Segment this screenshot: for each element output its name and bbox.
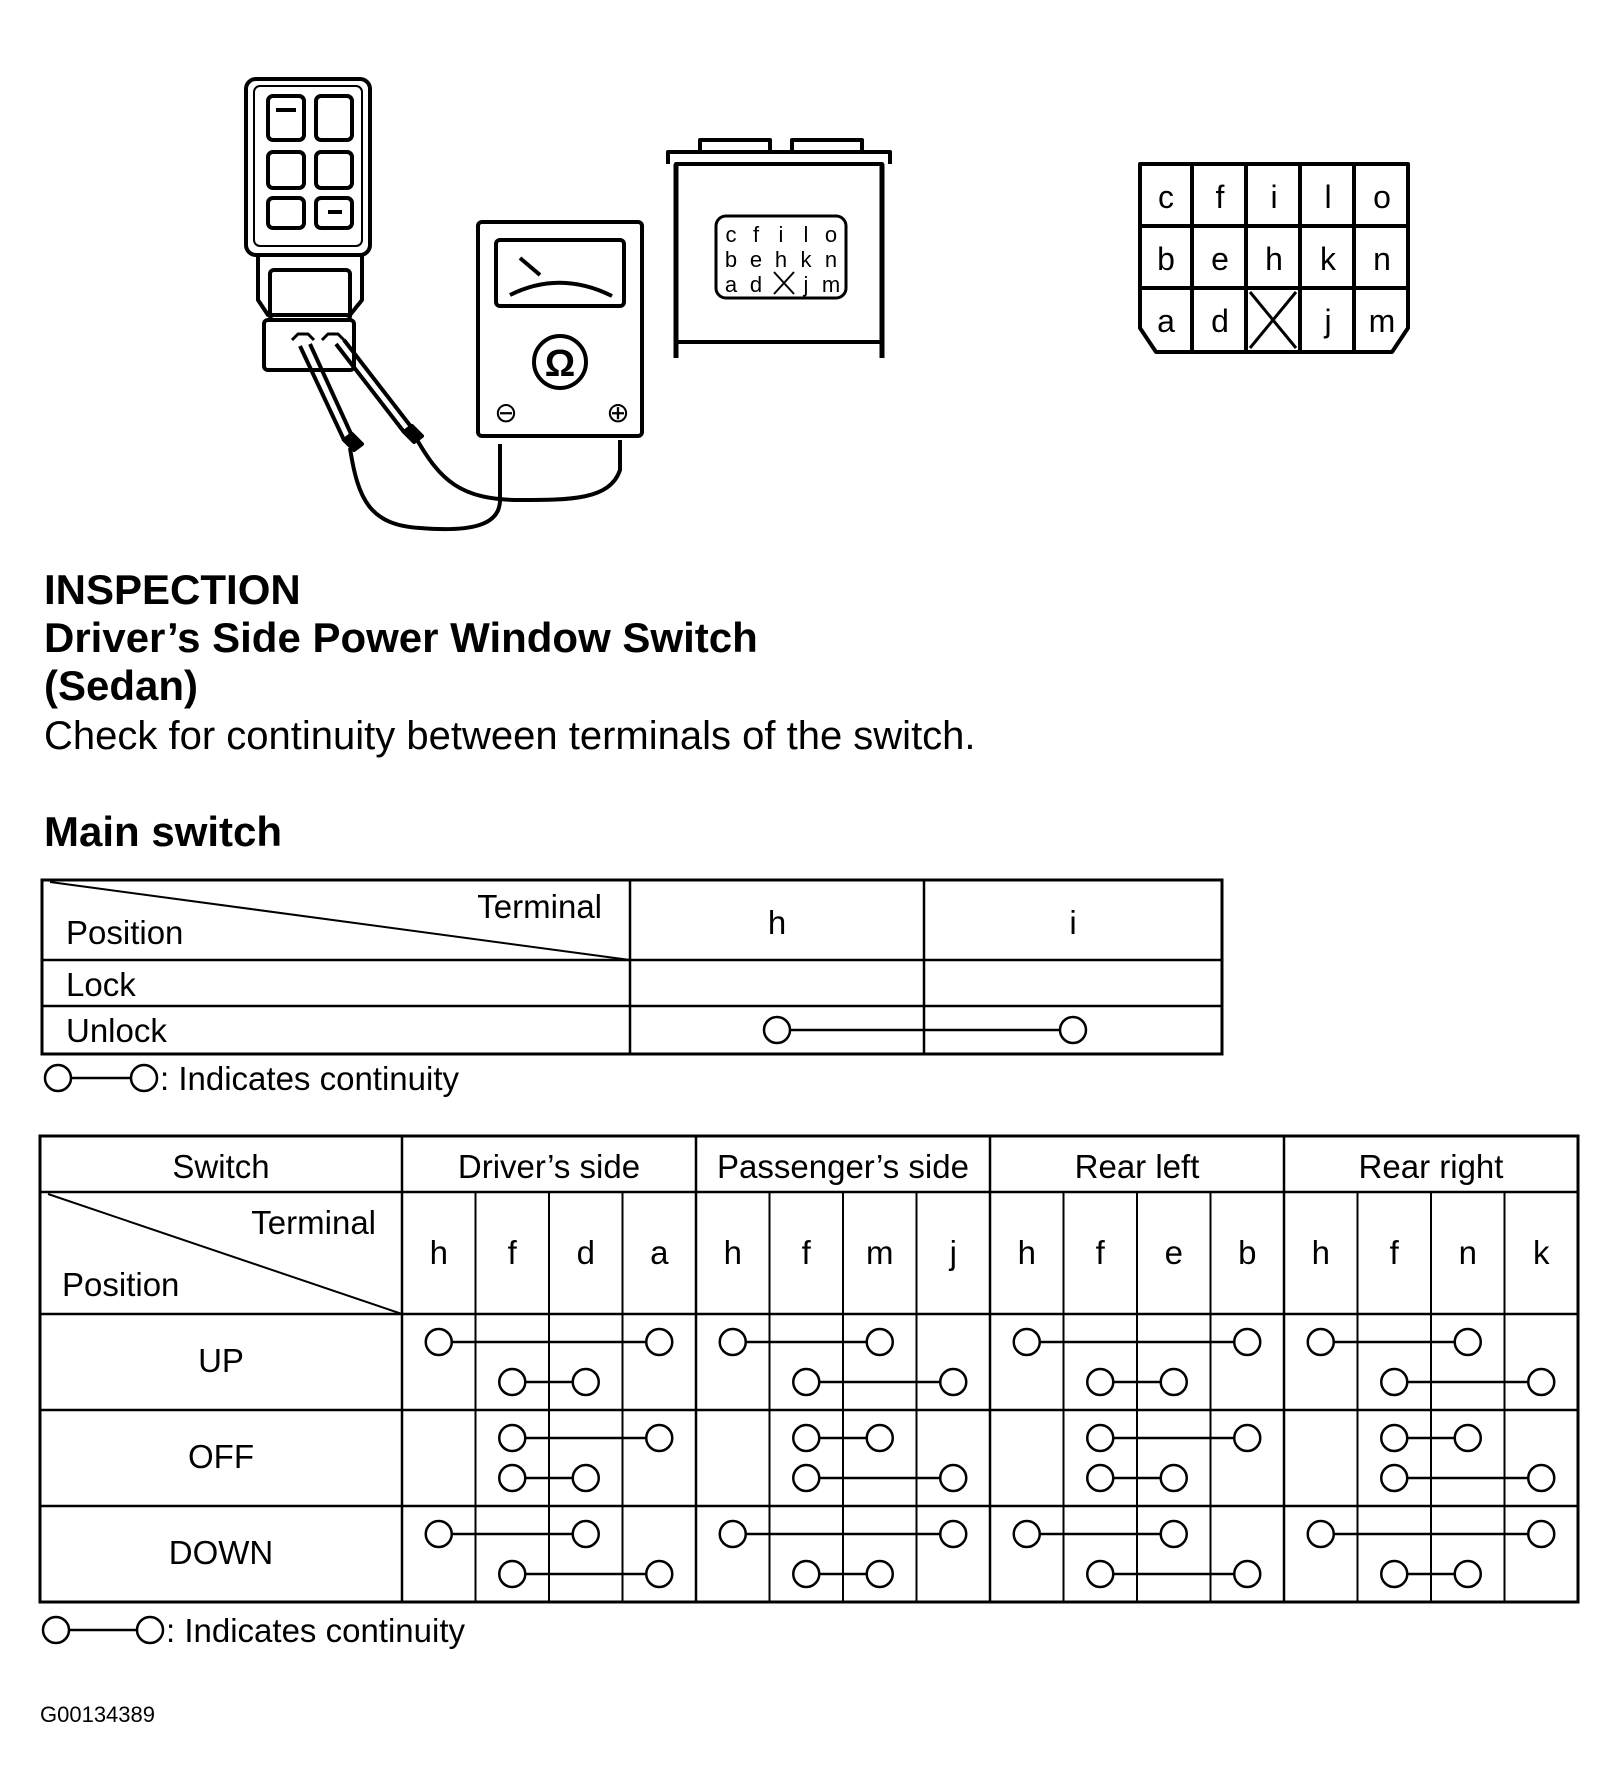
relay-terminal-d: d [749,272,763,297]
terminal-b-header: b [1238,1234,1257,1271]
connector-terminal-l: l [1324,179,1332,215]
relay-terminal-n: n [824,247,838,272]
terminal-m-header: m [866,1234,894,1271]
continuity-down-2 [1014,1521,1187,1547]
relay-terminal-i: i [778,222,784,247]
group-header-1: Passenger’s side [717,1148,969,1185]
meter-plus-terminal: ⊕ [606,397,630,428]
connector-terminal-o: o [1373,179,1391,215]
relay-box-connector-labels [725,222,840,297]
relay-terminal-e: e [749,247,763,272]
continuity-off-0 [499,1425,672,1451]
legend-text: : Indicates continuity [160,1060,459,1097]
relay-terminal-h: h [774,247,788,272]
terminal-a-header: a [650,1234,669,1271]
legend-symbol [45,1065,157,1091]
position-off: OFF [188,1438,254,1475]
connector-terminal-c: c [1158,179,1174,215]
position-unlock: Unlock [66,1012,167,1049]
position-header: Position [66,914,184,951]
continuity-down-0 [499,1561,672,1587]
section-heading: INSPECTION [44,566,301,613]
terminal-j-header: j [949,1234,957,1271]
connector-terminal-d: d [1211,303,1229,339]
connector-terminal-n: n [1373,241,1391,277]
relay-terminal-l: l [803,222,809,247]
terminal-h-header: h [1017,1234,1036,1271]
continuity-down-0 [426,1521,599,1547]
illustration-switch-and-ohmmeter [0,0,1618,560]
terminal-f-header: f [801,1234,811,1271]
group-header-2: Rear left [1074,1148,1200,1185]
terminal-e-header: e [1164,1234,1183,1271]
continuity-legend-2 [43,1612,465,1649]
meter-minus-terminal: ⊖ [494,397,518,428]
terminal-f-header: f [507,1234,517,1271]
terminal-i-header: i [1069,904,1077,941]
position-header: Position [62,1266,180,1303]
page-title: Driver’s Side Power Window Switch [44,614,758,661]
relay-terminal-m: m [821,272,841,297]
instruction-text: Check for continuity between terminals of the switch. [44,714,976,758]
terminal-f-header: f [1389,1234,1399,1271]
continuity-up-1 [720,1329,893,1355]
continuity-off-3 [1381,1465,1554,1491]
continuity-up-1 [793,1369,966,1395]
terminal-h-header: h [1311,1234,1330,1271]
connector-terminal-e: e [1211,241,1229,277]
connector-terminal-b: b [1157,241,1175,277]
group-header-3: Rear right [1358,1148,1504,1185]
connector-terminal-m: m [1368,303,1396,339]
continuity-legend [45,1060,459,1097]
terminal-d-header: d [576,1234,595,1271]
terminal-header: Terminal [477,888,602,925]
main-switch-table [0,860,1240,1120]
ohm-symbol: Ω [544,343,576,385]
switch-continuity-table [0,1130,1618,1670]
main-switch-heading: Main switch [44,808,283,855]
relay-terminal-b: b [724,247,738,272]
relay-terminal-k: k [800,247,812,272]
legend-text: : Indicates continuity [166,1612,465,1649]
continuity-off-2 [1087,1425,1260,1451]
switch-header: Switch [172,1148,270,1185]
connector-terminal-j: j [1324,303,1332,339]
terminal-h-header: h [723,1234,742,1271]
position-lock: Lock [66,966,136,1003]
model-variant: (Sedan) [44,662,199,709]
terminal-header: Terminal [251,1204,376,1241]
relay-terminal-c: c [725,222,737,247]
connector-terminal-h: h [1265,241,1283,277]
relay-terminal-j: j [803,272,809,297]
connector-terminal-f: f [1215,179,1225,215]
group-header-0: Driver’s side [457,1148,641,1185]
relay-terminal-f: f [752,222,760,247]
continuity-up-3 [1381,1369,1554,1395]
relay-empty-cell-mark [774,272,794,294]
relay-terminal-o: o [824,222,838,247]
position-up: UP [198,1342,244,1379]
connector-terminal-a: a [1157,303,1175,339]
terminal-h-header: h [767,904,787,941]
terminal-n-header: n [1458,1234,1477,1271]
continuity-up-3 [1308,1329,1481,1355]
connector-terminal-k: k [1320,241,1336,277]
terminal-k-header: k [1533,1234,1550,1271]
continuity-down-2 [1087,1561,1260,1587]
position-down: DOWN [168,1534,274,1571]
legend-symbol [43,1617,163,1643]
connector-terminal-i: i [1270,179,1278,215]
continuity-off-1 [793,1465,966,1491]
terminal-f-header: f [1095,1234,1105,1271]
terminal-h-header: h [429,1234,448,1271]
figure-code: G00134389 [40,1702,155,1727]
relay-terminal-a: a [724,272,738,297]
